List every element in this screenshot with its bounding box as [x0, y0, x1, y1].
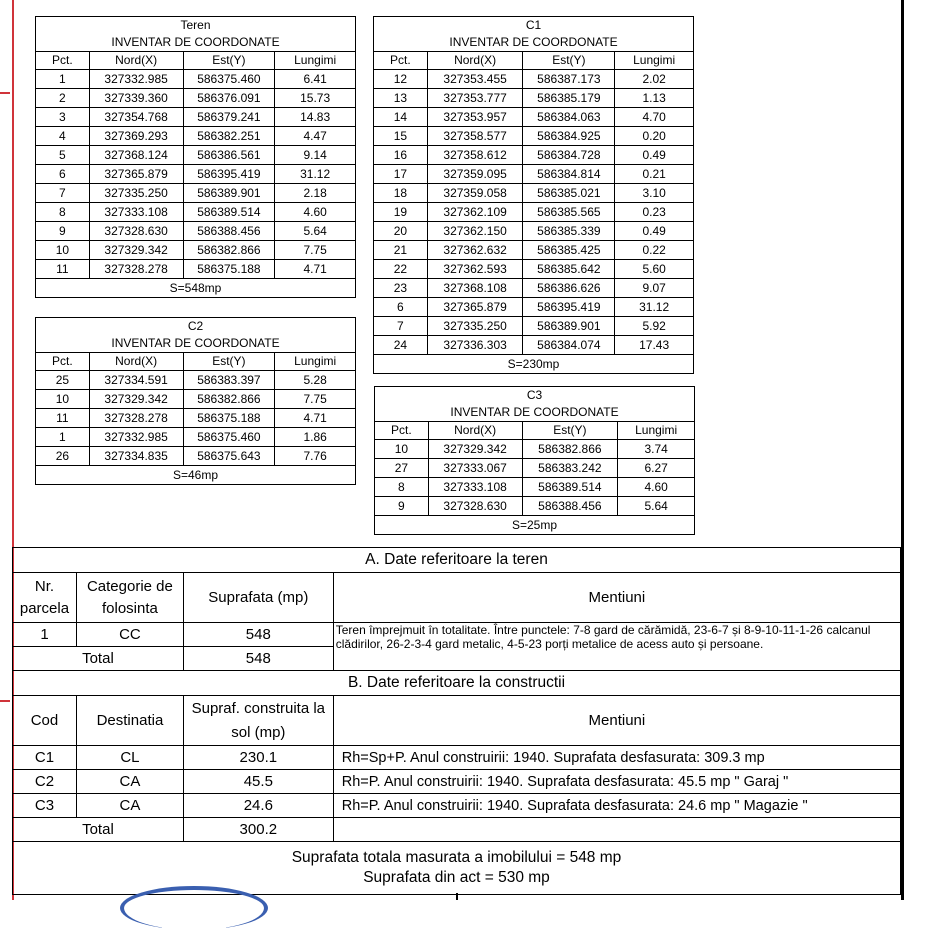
col-header: Lungimi [618, 422, 695, 440]
table-row [374, 184, 694, 203]
point-number: 13 [374, 89, 428, 108]
nord-x: 327329.342 [428, 440, 522, 459]
point-number: 15 [374, 127, 428, 146]
table-body [374, 70, 694, 355]
lungime: 5.64 [618, 497, 695, 516]
lungime: 0.20 [615, 127, 694, 146]
est-y: 586375.460 [183, 428, 275, 447]
est-y: 586382.866 [183, 241, 275, 260]
est-y: 586395.419 [523, 298, 615, 317]
est-y: 586385.339 [523, 222, 615, 241]
col-header-mentiuni: Mentiuni [333, 573, 900, 623]
lungime: 9.07 [615, 279, 694, 298]
table-row [374, 298, 694, 317]
lungime: 0.23 [615, 203, 694, 222]
nord-x: 327334.591 [89, 371, 183, 390]
lungime: 7.75 [275, 241, 356, 260]
table-title: C3 [375, 387, 695, 405]
col-header: Lungimi [615, 52, 694, 70]
table-body [375, 440, 695, 516]
point-number: 1 [36, 70, 90, 89]
nord-x: 327329.342 [89, 390, 183, 409]
nord-x: 327333.108 [89, 203, 183, 222]
lungime: 0.21 [615, 165, 694, 184]
lungime: 1.86 [275, 428, 356, 447]
col-header: Nord(X) [89, 353, 183, 371]
lungime: 2.02 [615, 70, 694, 89]
nord-x: 327369.293 [89, 127, 183, 146]
est-y: 586376.091 [183, 89, 275, 108]
teren-mentiuni: Teren împrejmuit în totalitate. Între punctele: 7-8 gard de cărămidă, 23-6-7 și 8-9-10-11-1-26 calcanul clădirilor, 26-2-3-4 gard metalic, 4-5-23 porți metalice de acess auto și persoane. [333, 623, 900, 671]
est-y: 586375.643 [183, 447, 275, 466]
table-subtitle: INVENTAR DE COORDONATE [375, 404, 695, 422]
nord-x: 327335.250 [427, 317, 523, 336]
nord-x: 327333.067 [428, 459, 522, 478]
est-y: 586384.925 [523, 127, 615, 146]
est-y: 586388.456 [183, 222, 275, 241]
est-y: 586384.728 [523, 146, 615, 165]
point-number: 8 [36, 203, 90, 222]
lungime: 5.92 [615, 317, 694, 336]
est-y: 586383.242 [522, 459, 618, 478]
col-header: Nord(X) [427, 52, 523, 70]
point-number: 25 [36, 371, 90, 390]
point-number: 18 [374, 184, 428, 203]
table-row [36, 409, 356, 428]
table-row [374, 146, 694, 165]
table-row [36, 165, 356, 184]
table-row [374, 241, 694, 260]
nord-x: 327336.303 [427, 336, 523, 355]
table-row [36, 260, 356, 279]
est-y: 586389.514 [522, 478, 618, 497]
teren-coordinate-table [35, 16, 356, 298]
point-number: 17 [374, 165, 428, 184]
point-number: 11 [36, 409, 90, 428]
table-row [36, 70, 356, 89]
constructie-destinatia: CL [76, 746, 183, 770]
table-row [36, 222, 356, 241]
table-row [36, 203, 356, 222]
table-row [36, 89, 356, 108]
nord-x: 327353.455 [427, 70, 523, 89]
table-row [36, 108, 356, 127]
area-total: S=230mp [374, 355, 694, 374]
lungime: 1.13 [615, 89, 694, 108]
est-y: 586385.642 [523, 260, 615, 279]
table-title: C2 [36, 318, 356, 336]
constructie-suprafata: 24.6 [183, 794, 333, 818]
nord-x: 327353.957 [427, 108, 523, 127]
nord-x: 327339.360 [89, 89, 183, 108]
col-header: Pct. [36, 353, 90, 371]
nord-x: 327328.278 [89, 409, 183, 428]
page-frame-right [901, 0, 904, 900]
lungime: 5.60 [615, 260, 694, 279]
point-number: 26 [36, 447, 90, 466]
est-y: 586385.425 [523, 241, 615, 260]
table-row [36, 390, 356, 409]
point-number: 5 [36, 146, 90, 165]
lungime: 3.10 [615, 184, 694, 203]
col-header: Nord(X) [428, 422, 522, 440]
point-number: 14 [374, 108, 428, 127]
table-row [36, 428, 356, 447]
lungime: 5.64 [275, 222, 356, 241]
point-number: 2 [36, 89, 90, 108]
margin-tick [0, 700, 10, 702]
est-y: 586389.514 [183, 203, 275, 222]
nord-x: 327359.058 [427, 184, 523, 203]
table-body [36, 70, 356, 279]
col-header: Lungimi [275, 52, 356, 70]
lungime: 9.14 [275, 146, 356, 165]
point-number: 27 [375, 459, 429, 478]
lungime: 5.28 [275, 371, 356, 390]
point-number: 7 [36, 184, 90, 203]
est-y: 586382.866 [183, 390, 275, 409]
constructii-total-label: Total [13, 818, 184, 842]
table-row [374, 203, 694, 222]
point-number: 7 [374, 317, 428, 336]
parcela-categorie: CC [76, 623, 183, 647]
table-title: Teren [36, 17, 356, 35]
est-y: 586382.251 [183, 127, 275, 146]
nord-x: 327362.150 [427, 222, 523, 241]
table-row [36, 127, 356, 146]
lungime: 4.71 [275, 409, 356, 428]
point-number: 8 [375, 478, 429, 497]
est-y: 586382.866 [522, 440, 618, 459]
point-number: 1 [36, 428, 90, 447]
nord-x: 327329.342 [89, 241, 183, 260]
col-header-suprafata: Suprafata (mp) [183, 573, 333, 623]
lungime: 2.18 [275, 184, 356, 203]
constructie-mentiuni: Rh=Sp+P. Anul construirii: 1940. Suprafata desfasurata: 309.3 mp [333, 746, 900, 770]
nord-x: 327359.095 [427, 165, 523, 184]
table-row [375, 440, 695, 459]
col-header: Est(Y) [523, 52, 615, 70]
est-y: 586375.188 [183, 409, 275, 428]
nord-x: 327328.630 [89, 222, 183, 241]
est-y: 586385.021 [523, 184, 615, 203]
point-number: 16 [374, 146, 428, 165]
lungime: 4.70 [615, 108, 694, 127]
nord-x: 327354.768 [89, 108, 183, 127]
suprafata-totala: Suprafata totala masurata a imobilului = 548 mp [291, 849, 622, 866]
lungime: 0.22 [615, 241, 694, 260]
point-number: 22 [374, 260, 428, 279]
nord-x: 327332.985 [89, 70, 183, 89]
table-body [36, 371, 356, 466]
table-row [36, 146, 356, 165]
col-header-nr-parcela: Nr. parcela [13, 573, 77, 623]
nord-x: 327334.835 [89, 447, 183, 466]
table-subtitle: INVENTAR DE COORDONATE [36, 34, 356, 52]
table-subtitle: INVENTAR DE COORDONATE [36, 335, 356, 353]
col-header: Est(Y) [522, 422, 618, 440]
est-y: 586389.901 [183, 184, 275, 203]
nord-x: 327358.577 [427, 127, 523, 146]
section-a-title: A. Date referitoare la teren [13, 548, 901, 573]
nord-x: 327358.612 [427, 146, 523, 165]
nord-x: 327362.109 [427, 203, 523, 222]
constructie-cod: C2 [13, 770, 77, 794]
constructie-suprafata: 45.5 [183, 770, 333, 794]
constructii-total-value: 300.2 [183, 818, 333, 842]
col-header: Pct. [375, 422, 429, 440]
est-y: 586386.626 [523, 279, 615, 298]
nord-x: 327362.632 [427, 241, 523, 260]
table-row [36, 371, 356, 390]
col-header-destinatia: Destinatia [76, 696, 183, 746]
table-row [374, 336, 694, 355]
lungime: 6.41 [275, 70, 356, 89]
lungime: 4.71 [275, 260, 356, 279]
lungime: 4.47 [275, 127, 356, 146]
lungime: 31.12 [615, 298, 694, 317]
col-header: Lungimi [275, 353, 356, 371]
constructie-mentiuni: Rh=P. Anul construirii: 1940. Suprafata desfasurata: 45.5 mp " Garaj " [333, 770, 900, 794]
table-row [374, 260, 694, 279]
constructie-destinatia: CA [76, 770, 183, 794]
lungime: 17.43 [615, 336, 694, 355]
est-y: 586387.173 [523, 70, 615, 89]
point-number: 6 [374, 298, 428, 317]
lungime: 3.74 [618, 440, 695, 459]
col-header: Est(Y) [183, 52, 275, 70]
est-y: 586375.188 [183, 260, 275, 279]
table-row [374, 165, 694, 184]
est-y: 586384.814 [523, 165, 615, 184]
nord-x: 327368.108 [427, 279, 523, 298]
nord-x: 327328.630 [428, 497, 522, 516]
summary-table [12, 547, 901, 895]
table-row [374, 70, 694, 89]
constructie-mentiuni: Rh=P. Anul construirii: 1940. Suprafata desfasurata: 24.6 mp " Magazie " [333, 794, 900, 818]
area-total: S=25mp [375, 516, 695, 535]
point-number: 12 [374, 70, 428, 89]
col-header: Pct. [374, 52, 428, 70]
col-header-categorie: Categorie de folosinta [76, 573, 183, 623]
empty-cell [333, 818, 900, 842]
nord-x: 327365.879 [89, 165, 183, 184]
parcela-nr: 1 [13, 623, 77, 647]
table-row [374, 108, 694, 127]
point-number: 4 [36, 127, 90, 146]
point-number: 10 [36, 390, 90, 409]
point-number: 11 [36, 260, 90, 279]
teren-total-value: 548 [183, 647, 333, 671]
area-total: S=46mp [36, 466, 356, 485]
table-row [36, 184, 356, 203]
lungime: 6.27 [618, 459, 695, 478]
point-number: 9 [375, 497, 429, 516]
lungime: 4.60 [618, 478, 695, 497]
table-subtitle: INVENTAR DE COORDONATE [374, 34, 694, 52]
nord-x: 327332.985 [89, 428, 183, 447]
divider [456, 893, 458, 900]
est-y: 586384.063 [523, 108, 615, 127]
c2-coordinate-table [35, 317, 356, 485]
est-y: 586395.419 [183, 165, 275, 184]
table-row [375, 459, 695, 478]
col-header: Nord(X) [89, 52, 183, 70]
constructie-suprafata: 230.1 [183, 746, 333, 770]
est-y: 586386.561 [183, 146, 275, 165]
col-header-cod: Cod [13, 696, 77, 746]
col-header-mentiuni: Mentiuni [333, 696, 900, 746]
point-number: 21 [374, 241, 428, 260]
totals-box [13, 842, 901, 895]
col-header-supraf-construita: Supraf. construita la sol (mp) [183, 696, 333, 746]
constructie-cod: C3 [13, 794, 77, 818]
point-number: 10 [375, 440, 429, 459]
area-total: S=548mp [36, 279, 356, 298]
teren-total-label: Total [13, 647, 184, 671]
c3-coordinate-table [374, 386, 695, 535]
table-row [374, 127, 694, 146]
point-number: 6 [36, 165, 90, 184]
lungime: 0.49 [615, 146, 694, 165]
point-number: 19 [374, 203, 428, 222]
lungime: 0.49 [615, 222, 694, 241]
nord-x: 327333.108 [428, 478, 522, 497]
col-header: Est(Y) [183, 353, 275, 371]
est-y: 586375.460 [183, 70, 275, 89]
table-row [374, 317, 694, 336]
lungime: 14.83 [275, 108, 356, 127]
table-row [374, 279, 694, 298]
point-number: 3 [36, 108, 90, 127]
point-number: 23 [374, 279, 428, 298]
lungime: 4.60 [275, 203, 356, 222]
lungime: 15.73 [275, 89, 356, 108]
table-row [36, 447, 356, 466]
est-y: 586389.901 [523, 317, 615, 336]
c1-coordinate-table [373, 16, 694, 374]
point-number: 24 [374, 336, 428, 355]
nord-x: 327353.777 [427, 89, 523, 108]
est-y: 586383.397 [183, 371, 275, 390]
margin-tick [0, 92, 10, 94]
lungime: 7.76 [275, 447, 356, 466]
est-y: 586388.456 [522, 497, 618, 516]
table-row [375, 478, 695, 497]
suprafata-act: Suprafata din act = 530 mp [363, 869, 550, 886]
parcela-suprafata: 548 [183, 623, 333, 647]
est-y: 586385.565 [523, 203, 615, 222]
table-row [374, 222, 694, 241]
nord-x: 327365.879 [427, 298, 523, 317]
nord-x: 327335.250 [89, 184, 183, 203]
table-row [375, 497, 695, 516]
est-y: 586379.241 [183, 108, 275, 127]
point-number: 9 [36, 222, 90, 241]
point-number: 20 [374, 222, 428, 241]
est-y: 586384.074 [523, 336, 615, 355]
table-row [374, 89, 694, 108]
constructie-cod: C1 [13, 746, 77, 770]
est-y: 586385.179 [523, 89, 615, 108]
lungime: 31.12 [275, 165, 356, 184]
col-header: Pct. [36, 52, 90, 70]
nord-x: 327368.124 [89, 146, 183, 165]
point-number: 10 [36, 241, 90, 260]
table-title: C1 [374, 17, 694, 35]
table-row [36, 241, 356, 260]
stamp-seal [120, 886, 268, 930]
section-b-title: B. Date referitoare la constructii [13, 671, 901, 696]
constructie-destinatia: CA [76, 794, 183, 818]
nord-x: 327328.278 [89, 260, 183, 279]
nord-x: 327362.593 [427, 260, 523, 279]
lungime: 7.75 [275, 390, 356, 409]
